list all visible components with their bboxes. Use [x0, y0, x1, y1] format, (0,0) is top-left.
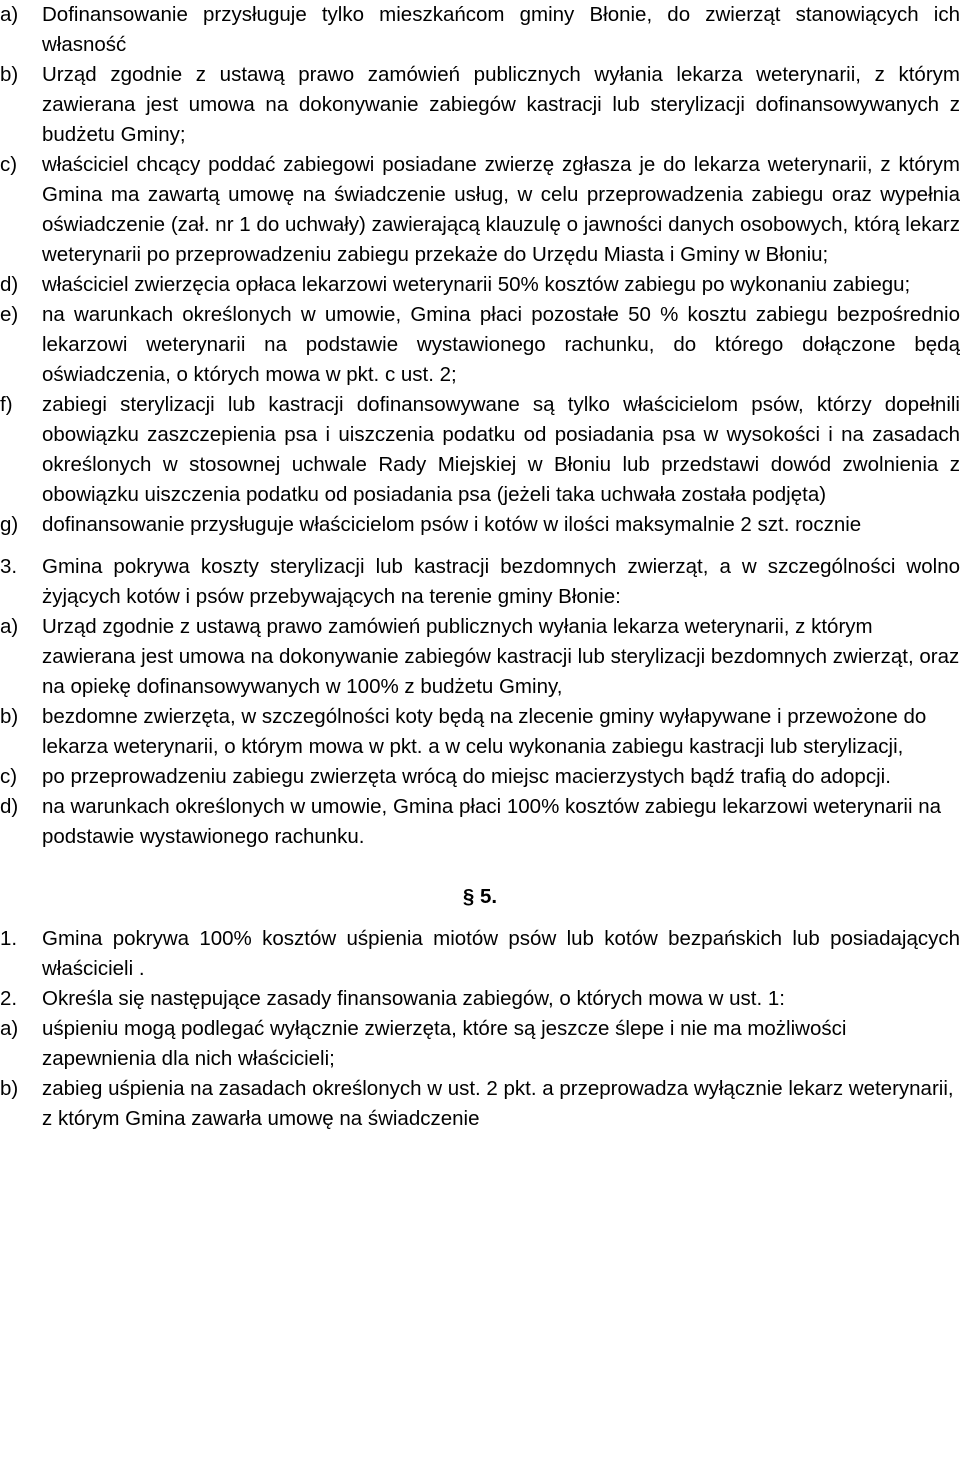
list-item-text: Dofinansowanie przysługuje tylko mieszkańcom gminy Błonie, do zwierząt stanowiących ich własność — [42, 3, 960, 56]
list-item-text: właściciel zwierzęcia opłaca lekarzowi weterynarii 50% kosztów zabiegu po wykonaniu zabiegu; — [42, 273, 911, 296]
list-item — [0, 0, 960, 60]
point-text: Gmina pokrywa koszty sterylizacji lub kastracji bezdomnych zwierząt, a w szczególności wolno żyjących kotów i psów przebywających na terenie gminy Błonie: — [42, 555, 960, 608]
list-item — [0, 792, 960, 852]
point-text: Gmina pokrywa 100% kosztów uśpienia miotów psów lub kotów bezpańskich lub posiadających właścicieli . — [42, 927, 960, 980]
list-item-text: Urząd zgodnie z ustawą prawo zamówień publicznych wyłania lekarza weterynarii, z którym zawierana jest umowa na dokonywanie zabiegów kastracji lub sterylizacji bezdomnych zwierząt, oraz na opiekę dofinansowywanych w 100% z budżetu Gminy, — [42, 615, 960, 698]
list-marker: b) — [0, 63, 19, 86]
list-marker: c) — [0, 153, 18, 176]
list-item-text: zabieg uśpienia na zasadach określonych w ust. 2 pkt. a przeprowadza wyłącznie lekarz weterynarii, z którym Gmina zawarła umowę na świadczenie — [42, 1077, 954, 1130]
list-item — [0, 270, 960, 300]
section5-points — [0, 924, 960, 1014]
list-item — [0, 390, 960, 510]
list-marker: e) — [0, 303, 19, 326]
list-item — [0, 612, 960, 702]
list-marker: f) — [0, 393, 13, 416]
numbered-point — [0, 984, 960, 1014]
point-number: 2. — [0, 987, 18, 1010]
spacer — [0, 852, 960, 882]
list-marker: d) — [0, 273, 19, 296]
numbered-point — [0, 924, 960, 984]
point-number: 1. — [0, 927, 18, 950]
list-marker: b) — [0, 705, 19, 728]
list-item — [0, 1014, 960, 1074]
point3-list — [0, 612, 960, 852]
list-marker: b) — [0, 1077, 19, 1100]
list-item — [0, 150, 960, 270]
list-marker: a) — [0, 1017, 19, 1040]
list-marker: d) — [0, 795, 19, 818]
list-item — [0, 510, 960, 540]
section4-list — [0, 0, 960, 540]
section5-list — [0, 1014, 960, 1134]
list-marker: a) — [0, 3, 19, 26]
list-item-text: na warunkach określonych w umowie, Gmina płaci pozostałe 50 % kosztu zabiegu bezpośrednio lekarzowi weterynarii na podstawie wystawionego rachunku, do którego dołączone będą oświadczenia, o których mowa w pkt. c ust. 2; — [42, 303, 960, 386]
list-item-text: dofinansowanie przysługuje właścicielom psów i kotów w ilości maksymalnie 2 szt. rocznie — [42, 513, 862, 536]
spacer — [0, 540, 960, 552]
list-item-text: uśpieniu mogą podlegać wyłącznie zwierzęta, które są jeszcze ślepe i nie ma możliwości zapewnienia dla nich właścicieli; — [42, 1017, 847, 1070]
list-item — [0, 1074, 960, 1134]
list-marker: a) — [0, 615, 19, 638]
list-item-text: na warunkach określonych w umowie, Gmina płaci 100% kosztów zabiegu lekarzowi weterynarii na podstawie wystawionego rachunku. — [42, 795, 942, 848]
section-heading: § 5. — [462, 885, 498, 908]
list-item-text: po przeprowadzeniu zabiegu zwierzęta wrócą do miejsc macierzystych bądź trafią do adopcji. — [42, 765, 891, 788]
list-item — [0, 702, 960, 762]
list-marker: c) — [0, 765, 18, 788]
list-item — [0, 300, 960, 390]
list-marker: g) — [0, 513, 19, 536]
list-item-text: właściciel chcący poddać zabiegowi posiadane zwierzę zgłasza je do lekarza weterynarii, z którym Gmina ma zawartą umowę na świadczenie usług, w celu przeprowadzenia zabiegu oraz wypełnia oświadczenie (zał. nr 1 do uchwały) zawierającą klauzulę o jawności danych osobowych, którą lekarz weterynarii po przeprowadzeniu zabiegu przekaże do Urzędu Miasta i Gminy w Błoniu; — [42, 153, 960, 266]
list-item-text: zabiegi sterylizacji lub kastracji dofinansowywane są tylko właścicielom psów, którzy dopełnili obowiązku zaszczepienia psa i uiszczenia podatku od posiadania psa w wysokości i na zasadach określonych w stosownej uchwale Rady Miejskiej w Błoniu lub przedstawi dowód zwolnienia z obowiązku uiszczenia podatku od posiadania psa (jeżeli taka uchwała została podjęta) — [42, 393, 960, 506]
list-item — [0, 762, 960, 792]
numbered-point — [0, 552, 960, 612]
point-number: 3. — [0, 555, 18, 578]
list-item-text: bezdomne zwierzęta, w szczególności koty będą na zlecenie gminy wyłapywane i przewożone do lekarza weterynarii, o którym mowa w pkt. a w celu wykonania zabiegu kastracji lub sterylizacji, — [42, 705, 927, 758]
point-text: Określa się następujące zasady finansowania zabiegów, o których mowa w ust. 1: — [42, 987, 785, 1010]
list-item — [0, 60, 960, 150]
list-item-text: Urząd zgodnie z ustawą prawo zamówień publicznych wyłania lekarza weterynarii, z którym zawierana jest umowa na dokonywanie zabiegów kastracji lub sterylizacji dofinansowywanych z budżetu Gminy; — [42, 63, 960, 146]
spacer — [0, 912, 960, 924]
